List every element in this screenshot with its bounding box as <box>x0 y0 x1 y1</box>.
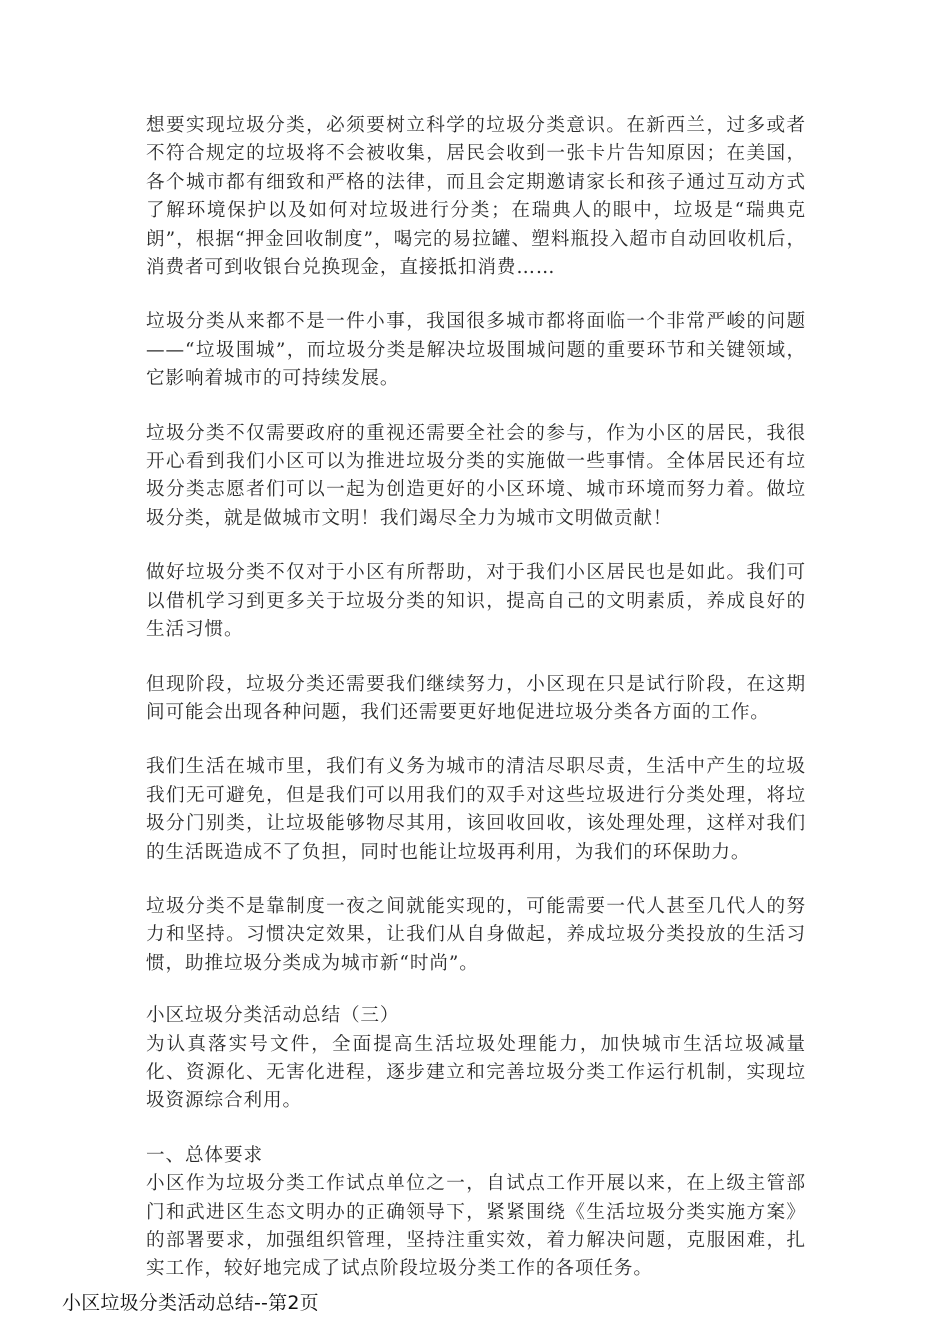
subheading: 一、总体要求 <box>146 1144 263 1166</box>
paragraph: 做好垃圾分类不仅对于小区有所帮助，对于我们小区居民也是如此。我们可以借机学习到更多关于垃圾分类的知识，提高自己的文明素质，养成良好的生活习惯。 <box>146 562 806 641</box>
paragraph: 垃圾分类不是靠制度一夜之间就能实现的，可能需要一代人甚至几代人的努力和坚持。习惯决定效果，让我们从自身做起，养成垃圾分类投放的生活习惯，助推垃圾分类成为城市新“时尚”。 <box>146 895 806 974</box>
page-footer: 小区垃圾分类活动总结--第2页 <box>62 1292 319 1314</box>
paragraph: 垃圾分类不仅需要政府的重视还需要全社会的参与，作为小区的居民，我很开心看到我们小区可以为推进垃圾分类的实施做一些事情。全体居民还有垃圾分类志愿者们可以一起为创造更好的小区环境、城市环境而努力着。做垃圾分类，就是做城市文明！我们竭尽全力为城市文明做贡献！ <box>146 422 806 529</box>
document-body <box>146 112 806 1284</box>
paragraph: 垃圾分类从来都不是一件小事，我国很多城市都将面临一个非常严峻的问题——“垃圾围城”，而垃圾分类是解决垃圾围城问题的重要环节和关键领域，它影响着城市的可持续发展。 <box>146 311 806 390</box>
paragraph: 想要实现垃圾分类，必须要树立科学的垃圾分类意识。在新西兰，过多或者不符合规定的垃圾将不会被收集，居民会收到一张卡片告知原因；在美国，各个城市都有细致和严格的法律，而且会定期邀请家长和孩子通过互动方式了解环境保护以及如何对垃圾进行分类；在瑞典人的眼中，垃圾是“瑞典克朗”，根据“押金回收制度”，喝完的易拉罐、塑料瓶投入超市自动回收机后，消费者可到收银台兑换现金，直接抵扣消费…… <box>146 115 806 279</box>
section-title: 小区垃圾分类活动总结（三） <box>146 1005 400 1027</box>
intro-paragraph: 为认真落实号文件，全面提高生活垃圾处理能力，加快城市生活垃圾减量化、资源化、无害化进程，逐步建立和完善垃圾分类工作运行机制，实现垃圾资源综合利用。 <box>146 1033 806 1112</box>
paragraph: 我们生活在城市里，我们有义务为城市的清洁尽职尽责，生活中产生的垃圾我们无可避免，但是我们可以用我们的双手对这些垃圾进行分类处理，将垃圾分门别类，让垃圾能够物尽其用，该回收回收，该处理处理，这样对我们的生活既造成不了负担，同时也能让垃圾再利用，为我们的环保助力。 <box>146 756 806 863</box>
paragraph: 小区作为垃圾分类工作试点单位之一，自试点工作开展以来，在上级主管部门和武进区生态文明办的正确领导下，紧紧围绕《生活垃圾分类实施方案》的部署要求，加强组织管理，坚持注重实效，着力解决问题，克服困难，扎实工作，较好地完成了试点阶段垃圾分类工作的各项任务。 <box>146 1173 806 1280</box>
paragraph: 但现阶段，垃圾分类还需要我们继续努力，小区现在只是试行阶段，在这期间可能会出现各种问题，我们还需要更好地促进垃圾分类各方面的工作。 <box>146 673 806 723</box>
